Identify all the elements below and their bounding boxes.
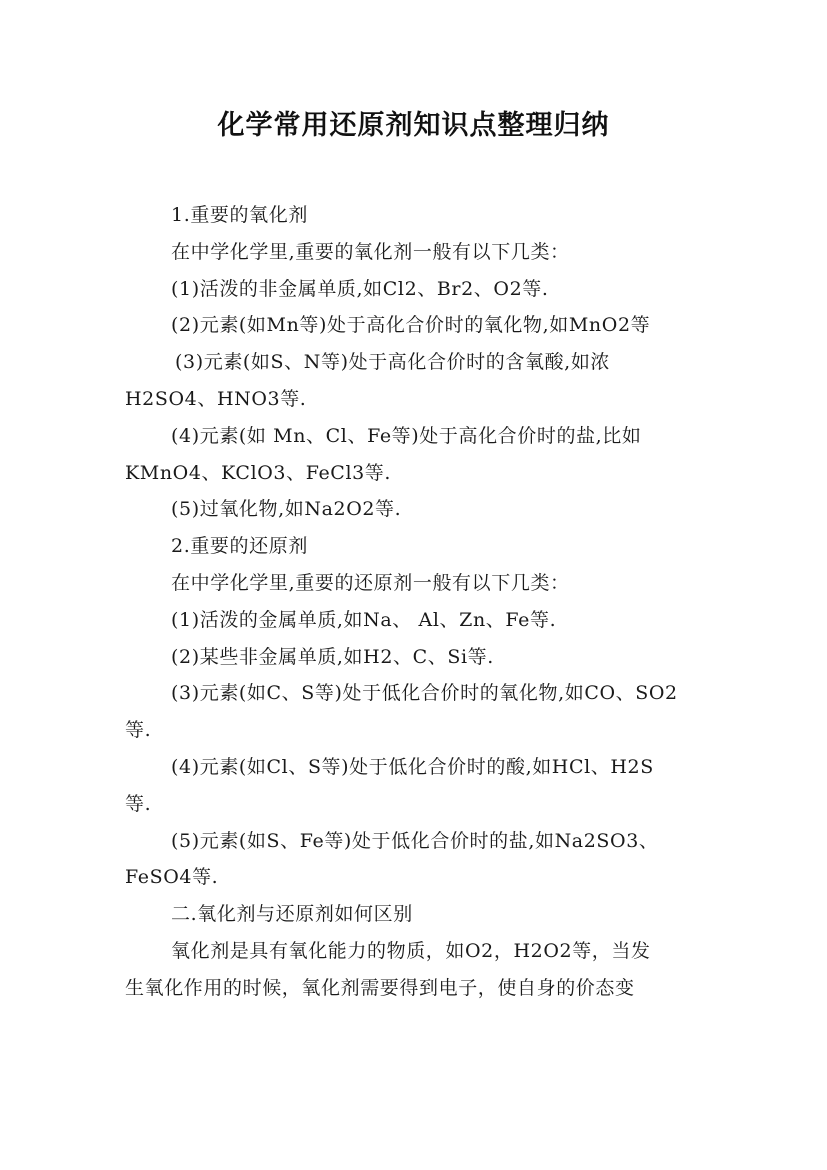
list-item: (1)活泼的非金属单质,如Cl2、Br2、O2等. (171, 277, 549, 300)
list-item: (4)元素(如 Mn、Cl、Fe等)处于高化合价时的盐,比如 (171, 424, 642, 447)
list-item: (1)活泼的金属单质,如Na、 Al、Zn、Fe等. (171, 608, 557, 631)
document-body (125, 197, 715, 1007)
paragraph-line: 氧化剂是具有氧化能力的物质，如O2，H2O2等，当发 (171, 939, 651, 962)
list-item-continuation: H2SO4、HNO3等. (125, 387, 307, 410)
list-item-continuation: KMnO4、KClO3、FeCl3等. (125, 461, 392, 484)
section-heading-difference: 二.氧化剂与还原剂如何区别 (171, 903, 413, 926)
list-item: (3)元素(如S、N等)处于高化合价时的含氧酸,如浓 (175, 351, 611, 374)
list-item-continuation: 等. (125, 792, 152, 815)
list-item: (2)元素(如Mn等)处于高化合价时的氧化物,如MnO2等 (171, 314, 651, 337)
list-item: (5)元素(如S、Fe等)处于低化合价时的盐,如Na2SO3、 (171, 829, 659, 852)
section-heading-oxidants: 1.重要的氧化剂 (171, 204, 308, 226)
list-item: (5)过氧化物,如Na2O2等. (171, 498, 402, 521)
paragraph-line: 在中学化学里,重要的氧化剂一般有以下几类： (171, 240, 570, 263)
section-heading-reductants: 2.重要的还原剂 (171, 535, 308, 558)
paragraph-line: 在中学化学里,重要的还原剂一般有以下几类： (171, 571, 570, 594)
list-item: (2)某些非金属单质,如H2、C、Si等. (171, 645, 494, 668)
list-item-continuation: FeSO4等. (125, 866, 219, 889)
list-item-continuation: 等. (125, 719, 152, 742)
list-item: (4)元素(如Cl、S等)处于低化合价时的酸,如HCl、H2S (171, 755, 654, 778)
list-item: (3)元素(如C、S等)处于低化合价时的氧化物,如CO、SO2 (171, 682, 678, 705)
paragraph-line: 生氧化作用的时候，氧化剂需要得到电子，使自身的价态变 (125, 976, 635, 999)
page-title: 化学常用还原剂知识点整理归纳 (217, 110, 610, 141)
